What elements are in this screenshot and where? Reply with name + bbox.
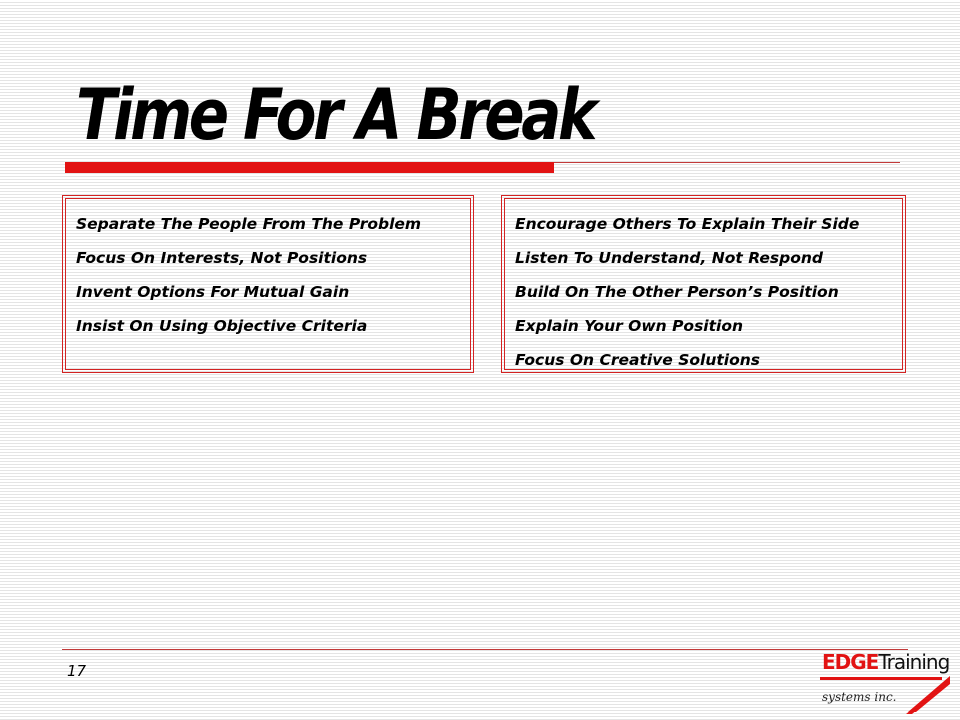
- title-underline-thick: [65, 162, 554, 173]
- principles-box: [62, 195, 474, 373]
- page-number: 17: [67, 662, 87, 680]
- slide-title: Time For A Break: [76, 74, 595, 156]
- list-item: Encourage Others To Explain Their Side: [515, 215, 860, 233]
- edge-training-logo: [812, 646, 952, 716]
- logo-tagline: systems inc.: [822, 690, 897, 704]
- techniques-box: [501, 195, 906, 373]
- list-item: Separate The People From The Problem: [76, 215, 422, 233]
- techniques-list: [515, 207, 902, 377]
- list-item: Insist On Using Objective Criteria: [76, 317, 368, 335]
- logo-wordmark: [822, 650, 949, 674]
- list-item: Invent Options For Mutual Gain: [76, 283, 350, 301]
- principles-list: [76, 207, 470, 343]
- title-underline-thin: [554, 162, 900, 163]
- list-item: Listen To Understand, Not Respond: [515, 249, 823, 267]
- footer-rule: [62, 649, 908, 650]
- list-item: Build On The Other Person’s Position: [515, 283, 839, 301]
- principles-box-inner: [65, 198, 471, 370]
- list-item: Explain Your Own Position: [515, 317, 744, 335]
- techniques-box-inner: [504, 198, 903, 370]
- list-item: Focus On Interests, Not Positions: [76, 249, 368, 267]
- list-item: Focus On Creative Solutions: [515, 351, 761, 369]
- logo-training-text: Training: [878, 650, 950, 674]
- logo-edge-text: EDGE: [822, 650, 879, 674]
